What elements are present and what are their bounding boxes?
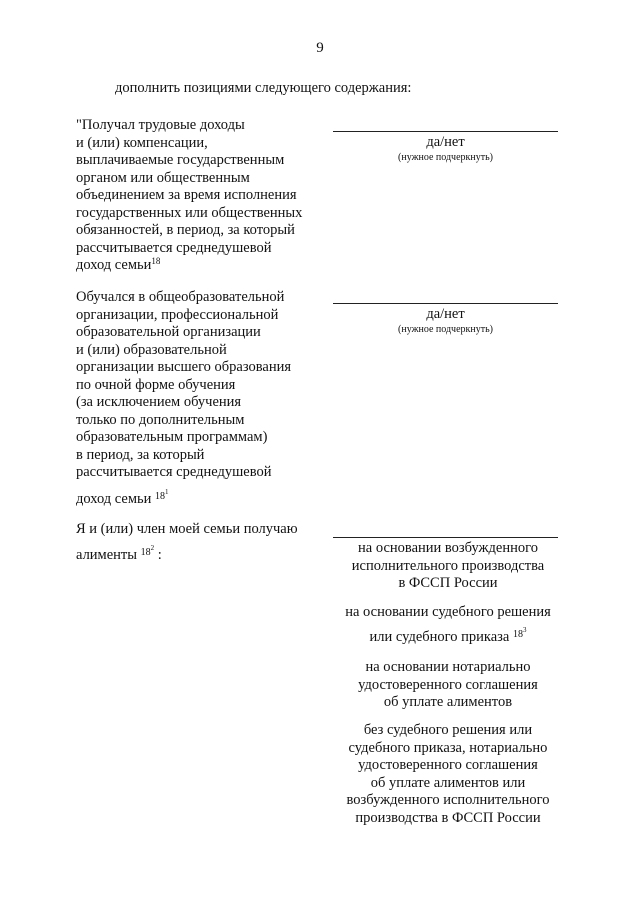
- q1-text: [76, 117, 336, 275]
- q3-text: [76, 521, 336, 564]
- q3-option-line: возбужденного исполнительного: [346, 792, 550, 808]
- q2-text: [76, 289, 336, 508]
- q2-line: (за исключением обучения: [76, 394, 242, 410]
- q3-footnote-sup: 2: [150, 543, 155, 552]
- q1-line: объединением за время исполнения: [76, 187, 297, 203]
- q1-hint: (нужное подчеркнуть): [398, 152, 493, 163]
- q2-line: образовательным программам): [76, 429, 268, 445]
- q2-answer-rule: [333, 303, 558, 304]
- q3-line-2: [76, 544, 336, 565]
- q1-line: "Получал трудовые доходы: [76, 117, 245, 133]
- q2-hint: (нужное подчеркнуть): [398, 324, 493, 335]
- q2-footnote-base: 18: [155, 490, 166, 502]
- q3-option-line: или судебного приказа: [369, 628, 510, 645]
- q2-line: доход семьи: [76, 490, 152, 507]
- q1-line: и (или) компенсации,: [76, 134, 208, 151]
- q3-option-last-line: [333, 626, 563, 647]
- q1-last-line: [76, 257, 336, 275]
- q1-footnote-ref: 18: [151, 256, 161, 266]
- q2-line: образовательной организации: [76, 324, 261, 340]
- q3-colon: :: [157, 546, 162, 563]
- q1-line: рассчитывается среднедушевой: [76, 239, 272, 256]
- q3-alimony-word: алименты: [76, 546, 138, 563]
- q1-answer-rule: [333, 131, 558, 132]
- q3-option-line: удостоверенного соглашения: [358, 757, 538, 773]
- q2-last-line: [76, 488, 336, 509]
- q1-line: доход семьи: [76, 257, 152, 273]
- page-number: 9: [316, 40, 324, 56]
- q2-line: организации, профессиональной: [76, 306, 279, 323]
- q2-line: Обучался в общеобразовательной: [76, 289, 285, 305]
- q1-line: обязанностей, в период, за который: [76, 222, 295, 238]
- q3-option-line: об уплате алиментов или: [370, 774, 526, 791]
- q2-line: организации высшего образования: [76, 359, 292, 375]
- q3-option-line: удостоверенного соглашения: [358, 676, 538, 693]
- q3-option-line: судебного приказа, нотариально: [348, 739, 548, 756]
- q2-line: по очной форме обучения: [76, 376, 236, 393]
- q1-line: органом или общественным: [76, 169, 250, 186]
- q3-option-line: на основании нотариально: [365, 659, 531, 675]
- q1-line: выплачиваемые государственным: [76, 152, 285, 168]
- q2-line: рассчитывается среднедушевой: [76, 464, 272, 480]
- q3-option-voluntary: [333, 722, 563, 827]
- q3-option-line: исполнительного производства: [351, 557, 545, 574]
- q2-footnote-sup: 1: [165, 487, 169, 496]
- q3-answer-rule: [333, 537, 558, 538]
- q3-option-court: [333, 604, 563, 646]
- q3-option-line: производства в ФССП России: [355, 809, 541, 826]
- q3-option-line: без судебного решения или: [363, 722, 533, 738]
- q1-line: государственных или общественных: [76, 204, 303, 221]
- q3-line-1: Я и (или) член моей семьи получаю: [76, 521, 298, 537]
- q3-option-line: на основании судебного решения: [345, 604, 551, 620]
- q2-answer: да/нет: [426, 306, 465, 322]
- q2-line: в период, за который: [76, 446, 205, 463]
- q3-option-notary: [333, 659, 563, 712]
- q3-footnote-base: 18: [140, 546, 151, 558]
- q3-option2-footnote-sup: 3: [522, 625, 527, 634]
- q3-option-line: на основании возбужденного: [358, 540, 538, 556]
- q3-option-line: об уплате алиментов: [383, 694, 513, 710]
- q2-line: только по дополнительным: [76, 411, 245, 428]
- q1-answer: да/нет: [426, 134, 465, 150]
- q3-option-fssp: [333, 540, 563, 593]
- intro-text: дополнить позициями следующего содержания:: [115, 80, 412, 96]
- q2-line: и (или) образовательной: [76, 341, 227, 358]
- q3-option2-footnote-base: 18: [512, 628, 523, 640]
- q3-option-line: в ФССП России: [398, 575, 498, 591]
